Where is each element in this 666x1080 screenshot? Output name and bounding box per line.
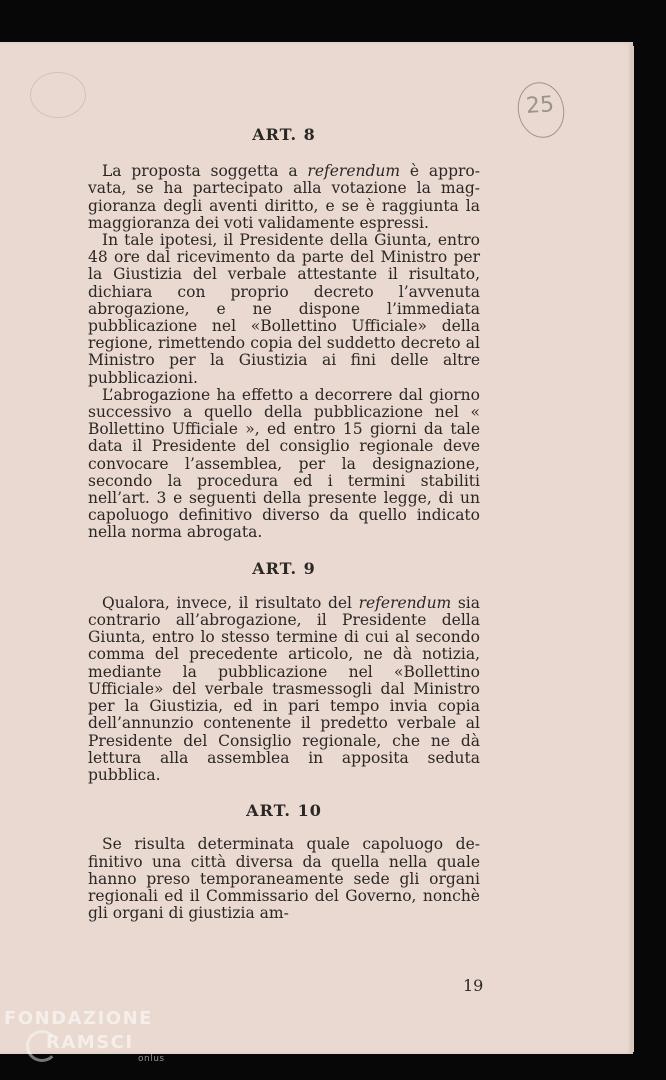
referendum-italic: referendum xyxy=(307,162,401,181)
article-8-paragraph-1: La proposta soggetta a referendum è approvata, se ha partecipato alla votazione la maggioranza degli aventi diritto, e se è raggiunta la maggioranza dei voti validamente espressi. xyxy=(88,162,480,232)
pencil-annotation-number: 25 xyxy=(525,92,555,120)
faint-pencil-mark xyxy=(30,72,86,118)
article-10-paragraph-1: Se risulta determinata quale capoluogo definitivo una città diversa da quella nella quale hanno preso temporaneamente sede gli organi regionali ed il Commissario del Governo, nonchè gli organi di giustizia am- xyxy=(88,835,480,923)
page-number: 19 xyxy=(463,976,484,995)
article-9-paragraph-1: Qualora, invece, il risultato del referendum sia contrario all’abrogazione, il Presidente della Giunta, entro lo stesso termine di cui al secondo comma del precedente articolo, ne dà notizia, mediante la pubblicazione nel «Bollettino Ufficiale» del verbale trasmessogli dal Ministro per la Giustizia, ed in pari tempo invia copia dell’annunzio contenente il predetto verbale al Presidente del Consiglio regionale, che ne dà lettura alla assemblea in apposita seduta pubblica. xyxy=(88,593,480,784)
referendum-italic: referendum xyxy=(358,593,452,612)
article-8-heading: ART. 8 xyxy=(252,125,316,144)
paper-edge xyxy=(630,46,634,1052)
article-9-heading: ART. 9 xyxy=(252,558,316,578)
watermark-line-1: FONDAZIONE xyxy=(4,1008,153,1029)
watermark-line-2: RAMSCI xyxy=(46,1032,134,1053)
page-body xyxy=(88,126,480,922)
watermark-suffix: onlus xyxy=(138,1054,165,1064)
article-8-paragraph-2: In tale ipotesi, il Presidente della Giunta, entro 48 ore dal ricevimento da parte del Ministro per la Giustizia del verbale attestante il risultato, dichiara con proprio decreto l’avvenuta abrogazione, e ne dispone l’immediata pubblicazione nel «Bollettino Ufficiale» della regione, rimettendo copia del suddetto decreto al Ministro per la Giustizia ai fini delle altre pubblicazioni. xyxy=(88,231,480,387)
article-10-heading: ART. 10 xyxy=(246,801,322,821)
foundation-watermark-logo xyxy=(4,1008,165,1064)
article-8-paragraph-3: L’abrogazione ha effetto a decorrere dal giorno successivo a quello della pubblicazione nel « Bollettino Ufficiale », ed entro 15 giorni da tale data il Presidente del consiglio regionale deve convocare l’assemblea, per la designazione, secondo la procedura ed i termini stabiliti nell’art. 3 e seguenti della presente legge, di un capoluogo definitivo diverso da quello indicato nella norma abrogata. xyxy=(88,385,480,542)
